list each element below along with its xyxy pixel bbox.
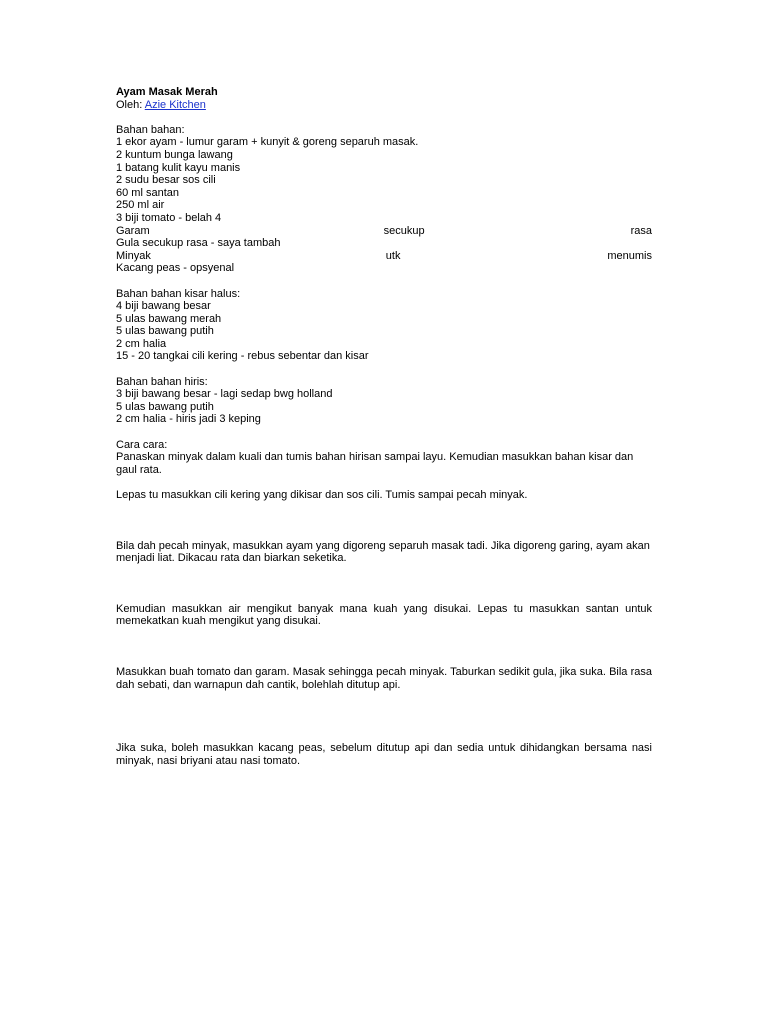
ingredient-salt: [116, 225, 652, 238]
spacer: [116, 565, 652, 603]
recipe-document: [116, 86, 652, 767]
oil-word-3: menumis: [607, 249, 652, 262]
oil-word-2: utk: [385, 249, 401, 262]
salt-word-2: secukup: [383, 224, 425, 237]
spacer: [116, 628, 652, 666]
sliced-item: 2 cm halia - hiris jadi 3 keping: [116, 413, 261, 426]
blended-item: 15 - 20 tangkai cili kering - rebus sebentar dan kisar: [116, 350, 369, 363]
blended-item: 5 ulas bawang merah: [116, 312, 222, 325]
spacer: [116, 426, 652, 439]
ingredient-oil: [116, 250, 652, 263]
method-step: Kemudian masukkan air mengikut banyak mana kuah yang disukai. Lepas tu masukkan santan untuk memekatkan kuah mengikut yang disukai.: [116, 602, 652, 628]
method-step: Jika suka, boleh masukkan kacang peas, sebelum ditutup api dan sedia untuk dihidangkan bersama nasi minyak, nasi briyani atau nasi tomato.: [116, 742, 652, 767]
recipe-title: Ayam Masak Merah: [116, 86, 218, 98]
blended-heading: Bahan bahan kisar halus:: [116, 287, 241, 300]
ingredient-item: 60 ml santan: [116, 186, 179, 199]
method-step: Panaskan minyak dalam kuali dan tumis bahan hirisan sampai layu. Kemudian masukkan bahan kisar dan gaul rata.: [116, 451, 634, 476]
ingredient-item: 2 kuntum bunga lawang: [116, 148, 233, 161]
author-link[interactable]: Azie Kitchen: [144, 98, 206, 111]
oil-word-1: Minyak: [116, 249, 151, 262]
method-step: Masukkan buah tomato dan garam. Masak sehingga pecah minyak. Taburkan sedikit gula, jika suka. Bila rasa dah sebati, dan warnapun dah cantik, bolehlah ditutup api.: [116, 665, 652, 691]
salt-word-3: rasa: [630, 224, 652, 237]
ingredient-item: 2 sudu besar sos cili: [116, 174, 216, 187]
sliced-item: 5 ulas bawang putih: [116, 400, 214, 413]
ingredient-item: 1 batang kulit kayu manis: [116, 161, 241, 174]
ingredient-item: 3 biji tomato - belah 4: [116, 211, 222, 224]
ingredient-item: 250 ml air: [116, 199, 165, 212]
method-step: Lepas tu masukkan cili kering yang dikisar dan sos cili. Tumis sampai pecah minyak.: [116, 489, 528, 501]
sliced-item: 3 biji bawang besar - lagi sedap bwg holland: [116, 388, 333, 401]
ingredient-sugar: Gula secukup rasa - saya tambah: [116, 237, 281, 250]
spacer: [116, 476, 652, 489]
spacer: [116, 691, 652, 742]
ingredient-peas: Kacang peas - opsyenal: [116, 262, 235, 275]
blended-item: 5 ulas bawang putih: [116, 325, 214, 338]
spacer: [116, 502, 652, 540]
author-prefix: Oleh:: [116, 98, 145, 111]
spacer: [116, 275, 652, 288]
salt-word-1: Garam: [116, 224, 150, 237]
ingredients-heading: Bahan bahan:: [116, 123, 185, 136]
author-line: [116, 99, 652, 112]
spacer: [116, 363, 652, 376]
blended-item: 4 biji bawang besar: [116, 300, 211, 313]
blended-item: 2 cm halia: [116, 337, 167, 350]
method-heading: Cara cara:: [116, 438, 168, 451]
ingredient-item: 1 ekor ayam - lumur garam + kunyit & goreng separuh masak.: [116, 136, 419, 149]
sliced-heading: Bahan bahan hiris:: [116, 375, 208, 388]
method-step: Bila dah pecah minyak, masukkan ayam yang digoreng separuh masak tadi. Jika digoreng garing, ayam akan menjadi liat. Dikacau rata dan biarkan seketika.: [116, 539, 650, 565]
spacer: [116, 111, 652, 124]
